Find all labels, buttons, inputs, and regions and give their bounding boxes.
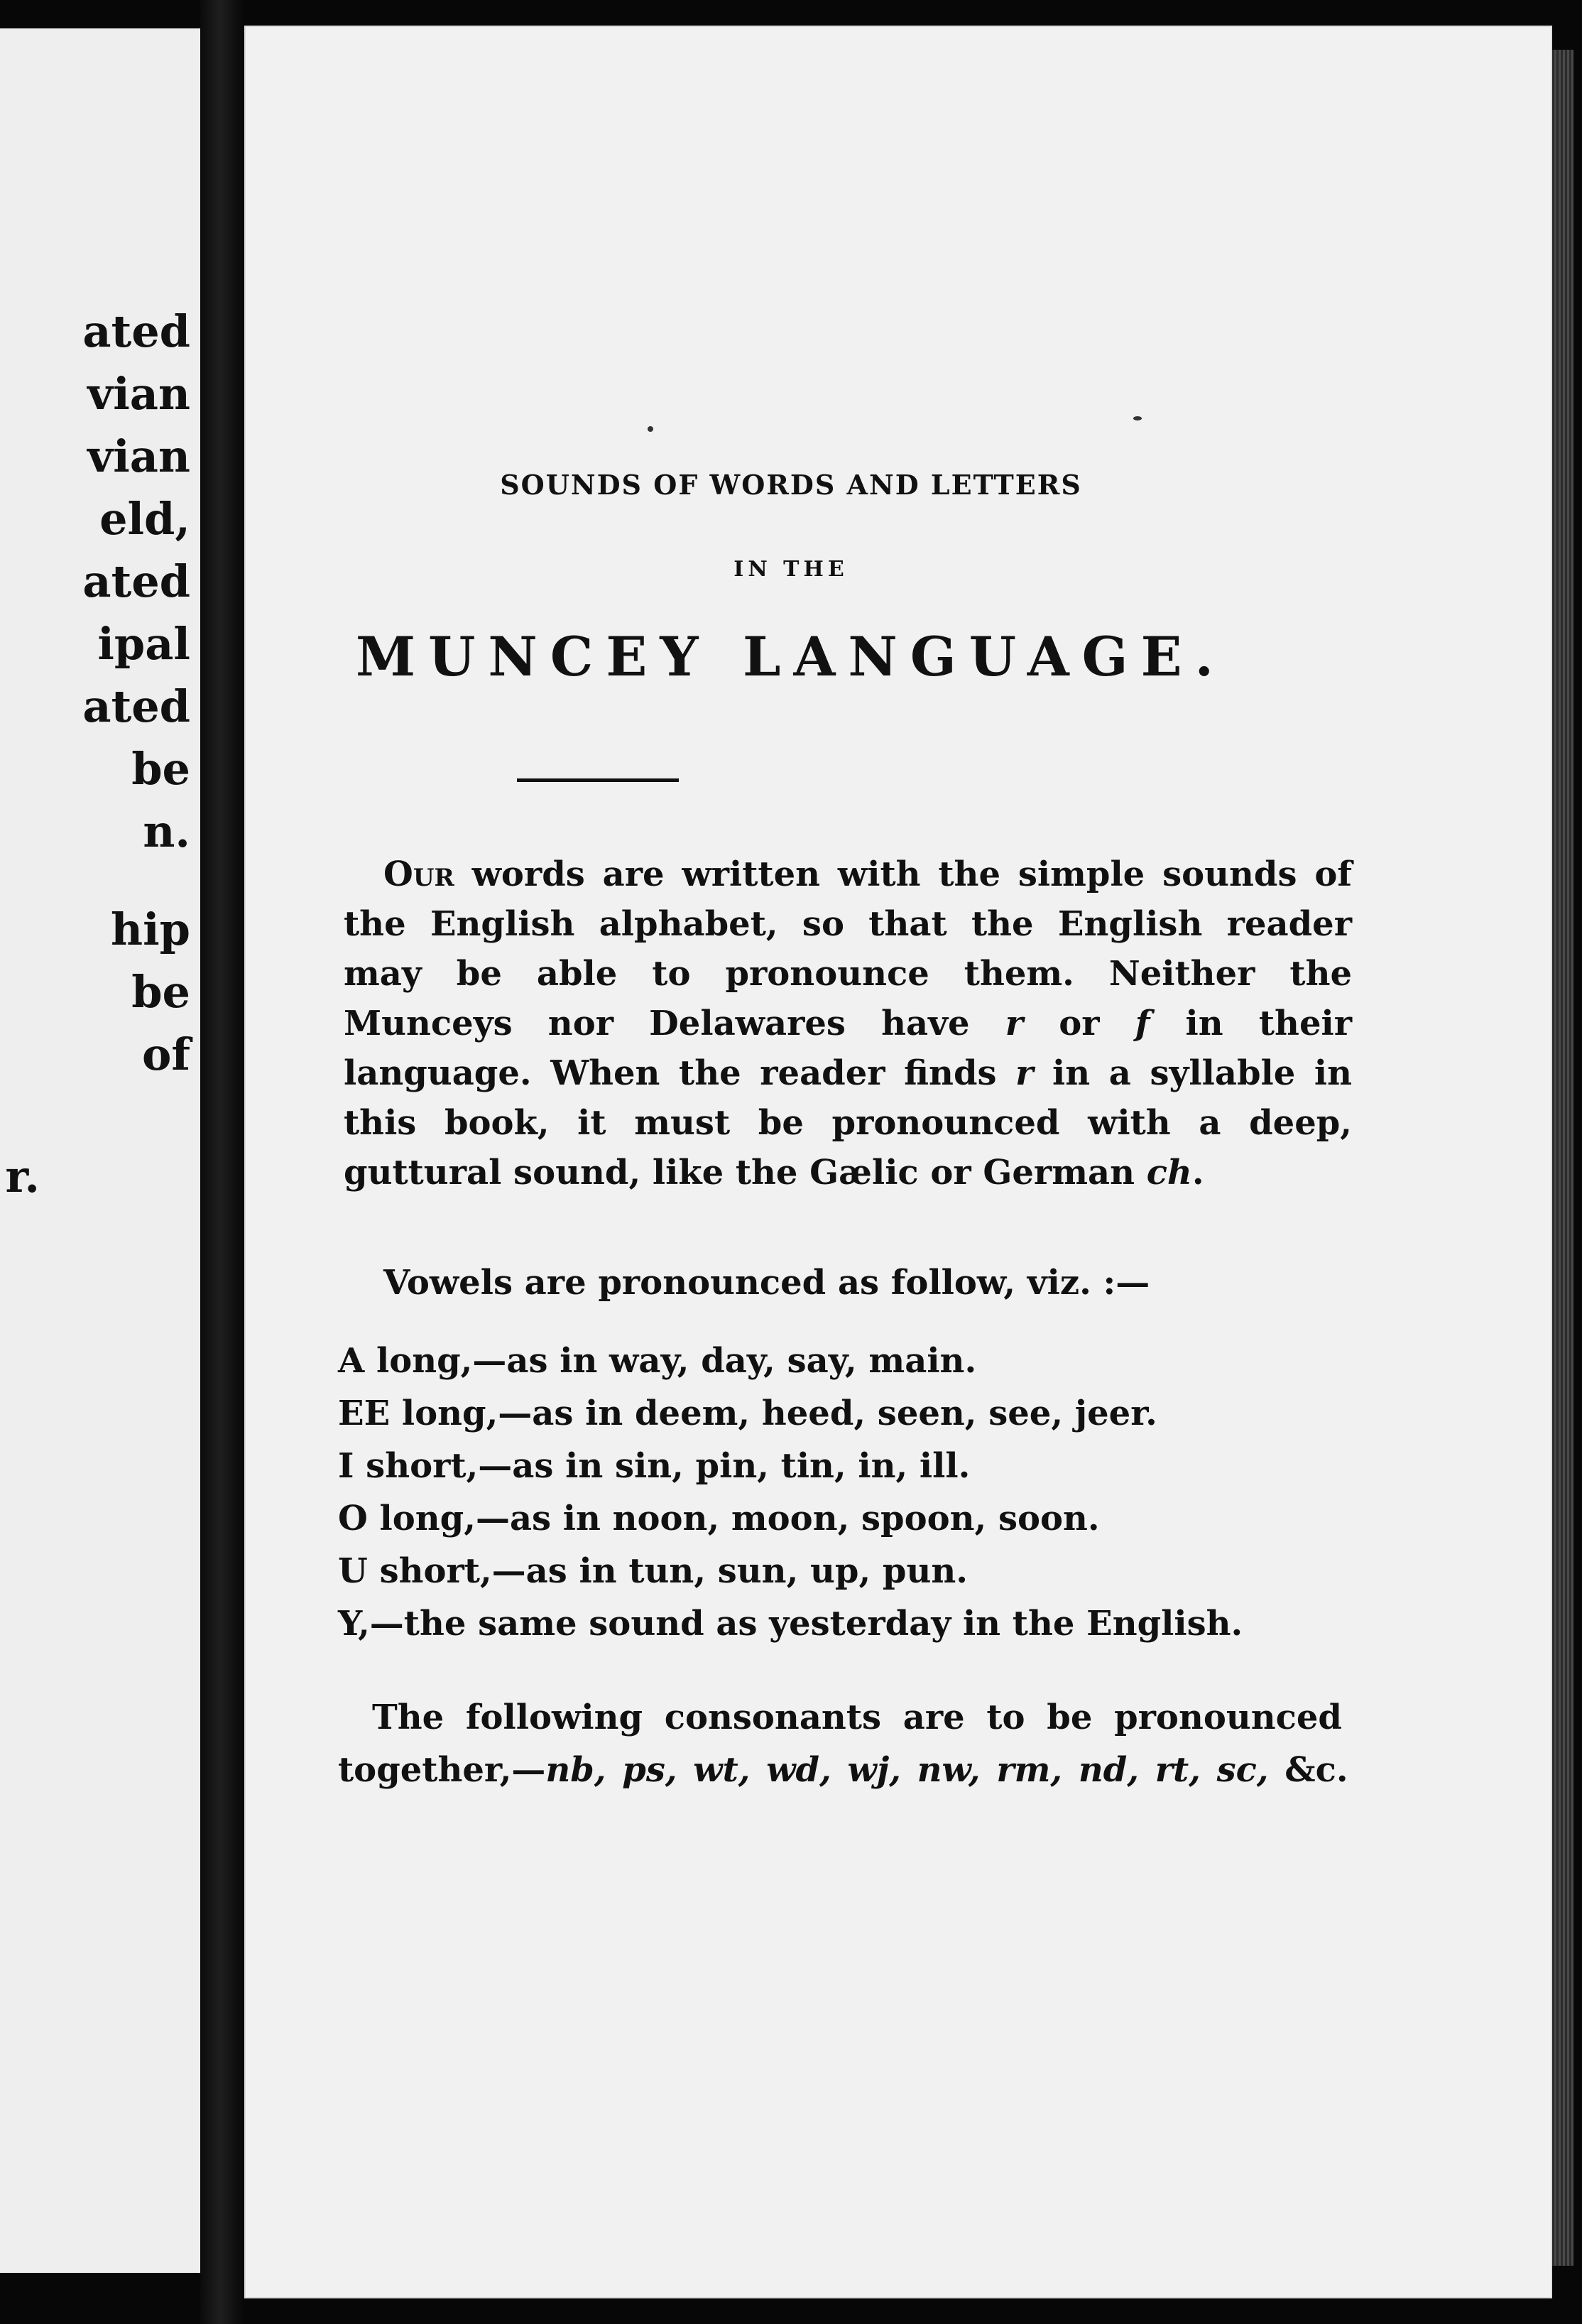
left-page-line: of (141, 1028, 190, 1080)
intro-text-2: in their language. When the reader finds (344, 1004, 1353, 1093)
letters-ch: ch (1146, 1153, 1192, 1193)
left-page-line: vian (87, 368, 190, 420)
heading-line-1: SOUNDS OF WORDS AND LETTERS (500, 469, 1082, 501)
letter-r: r (1005, 1004, 1024, 1043)
left-facing-page (0, 28, 200, 2273)
page-title: MUNCEY LANGUAGE. (356, 625, 1226, 688)
intro-paragraph (344, 849, 1352, 1198)
ink-speck (648, 426, 653, 432)
vowel-line: EE long,—as in deem, heed, seen, see, jeer. (338, 1394, 1157, 1433)
consonant-list: nb, ps, wt, wd, wj, nw, rm, nd, rt, sc, (545, 1750, 1269, 1790)
consonants-lead: together,— (338, 1750, 546, 1790)
intro-or: or (1023, 1004, 1135, 1043)
heading-line-2: IN THE (733, 557, 849, 582)
intro-text-3: in a syllable in this book, it must be pronounced with a deep, guttural sound, like the Gælic or German (344, 1053, 1353, 1193)
vowel-line: Y,—the same sound as yesterday in the English. (338, 1604, 1243, 1644)
vowel-line: U short,—as in tun, sun, up, pun. (338, 1551, 968, 1591)
left-page-line: ated (82, 305, 190, 357)
letter-f: f (1135, 1004, 1150, 1043)
vowel-line: O long,—as in noon, moon, spoon, soon. (338, 1499, 1100, 1538)
left-page-line: be (131, 966, 190, 1018)
book-gutter (200, 0, 244, 2324)
title-rule (517, 778, 679, 782)
left-page-line: hip (111, 903, 190, 955)
intro-lead: Our (383, 854, 454, 894)
vowel-line: I short,—as in sin, pin, tin, in, ill. (338, 1446, 971, 1486)
vowels-intro: Vowels are pronounced as follow, viz. :— (383, 1263, 1150, 1303)
left-page-line: vian (87, 430, 190, 482)
left-page-line: r. (5, 1151, 40, 1202)
ink-speck (1133, 416, 1142, 420)
intro-text: words are written with the simple sounds of the English alphabet, so that the English reader may be able to pronounce them. Neither the Munceys nor Delawares have (344, 854, 1352, 1043)
left-page-line: be (131, 743, 190, 795)
consonants-line (338, 1750, 1348, 1790)
page-edge (1552, 50, 1573, 2266)
letter-r-2: r (1015, 1053, 1034, 1093)
left-page-line: ated (82, 680, 190, 732)
vowel-line: A long,—as in way, day, say, main. (338, 1341, 977, 1381)
left-page-line: eld, (99, 493, 190, 545)
left-page-line: n. (143, 805, 190, 857)
consonants-end: &c. (1268, 1750, 1348, 1790)
consonants-intro: The following consonants are to be pronounced (372, 1698, 1342, 1737)
left-page-line: ated (82, 555, 190, 607)
left-page-line: ipal (97, 618, 190, 670)
intro-end: . (1191, 1153, 1204, 1193)
